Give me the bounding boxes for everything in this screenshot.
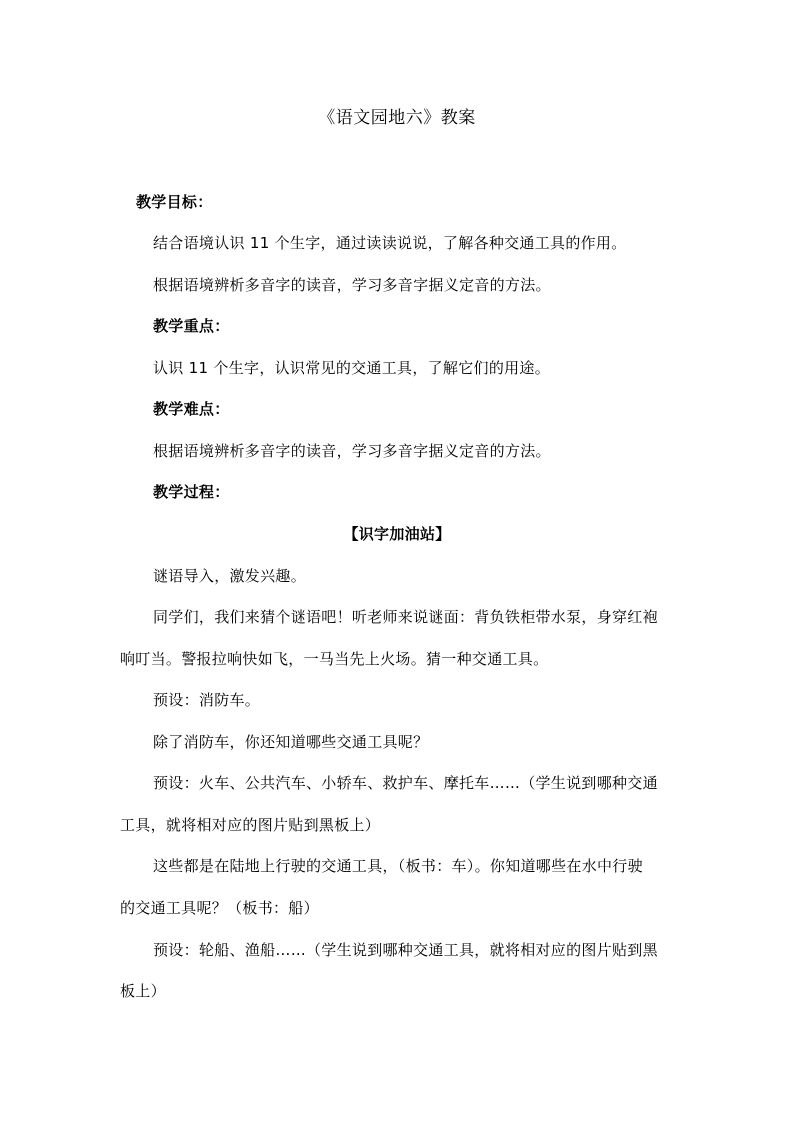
focus-heading: 教学重点：: [153, 317, 230, 335]
process-heading: 教学过程：: [153, 483, 230, 501]
body-paragraph: 预设：火车、公共汽车、小轿车、救护车、摩托车……（学生说到哪种交通: [153, 774, 658, 792]
body-paragraph: 预设：消防车。: [153, 691, 261, 709]
body-paragraph: 板上）: [120, 982, 166, 1000]
objective-item: 结合语境认识 11 个生字，通过读读说说，了解各种交通工具的作用。: [153, 234, 627, 252]
body-paragraph: 谜语导入，激发兴趣。: [153, 567, 307, 585]
section-heading: 【识字加油站】: [343, 525, 451, 543]
body-paragraph: 同学们，我们来猜个谜语吧！听老师来说谜面：背负铁柜带水泵，身穿红袍: [153, 608, 658, 626]
difficulty-text: 根据语境辨析多音字的读音，学习多音字据义定音的方法。: [153, 442, 551, 460]
focus-text: 认识 11 个生字，认识常见的交通工具，了解它们的用途。: [153, 359, 551, 377]
body-paragraph: 响叮当。警报拉响快如飞，一马当先上火场。猜一种交通工具。: [120, 650, 549, 668]
body-paragraph: 的交通工具呢？（板书：船）: [120, 899, 319, 917]
objectives-heading: 教学目标：: [136, 193, 213, 211]
body-paragraph: 除了消防车，你还知道哪些交通工具呢？: [153, 733, 429, 751]
objective-item: 根据语境辨析多音字的读音，学习多音字据义定音的方法。: [153, 276, 551, 294]
body-paragraph: 预设：轮船、渔船……（学生说到哪种交通工具，就将相对应的图片贴到黑: [153, 941, 658, 959]
document-title: 《语文园地六》教案: [318, 108, 476, 128]
body-paragraph: 工具，就将相对应的图片贴到黑板上）: [120, 816, 381, 834]
body-paragraph: 这些都是在陆地上行驶的交通工具，（板书：车）。你知道哪些在水中行驶: [153, 857, 643, 875]
difficulty-heading: 教学难点：: [153, 400, 230, 418]
